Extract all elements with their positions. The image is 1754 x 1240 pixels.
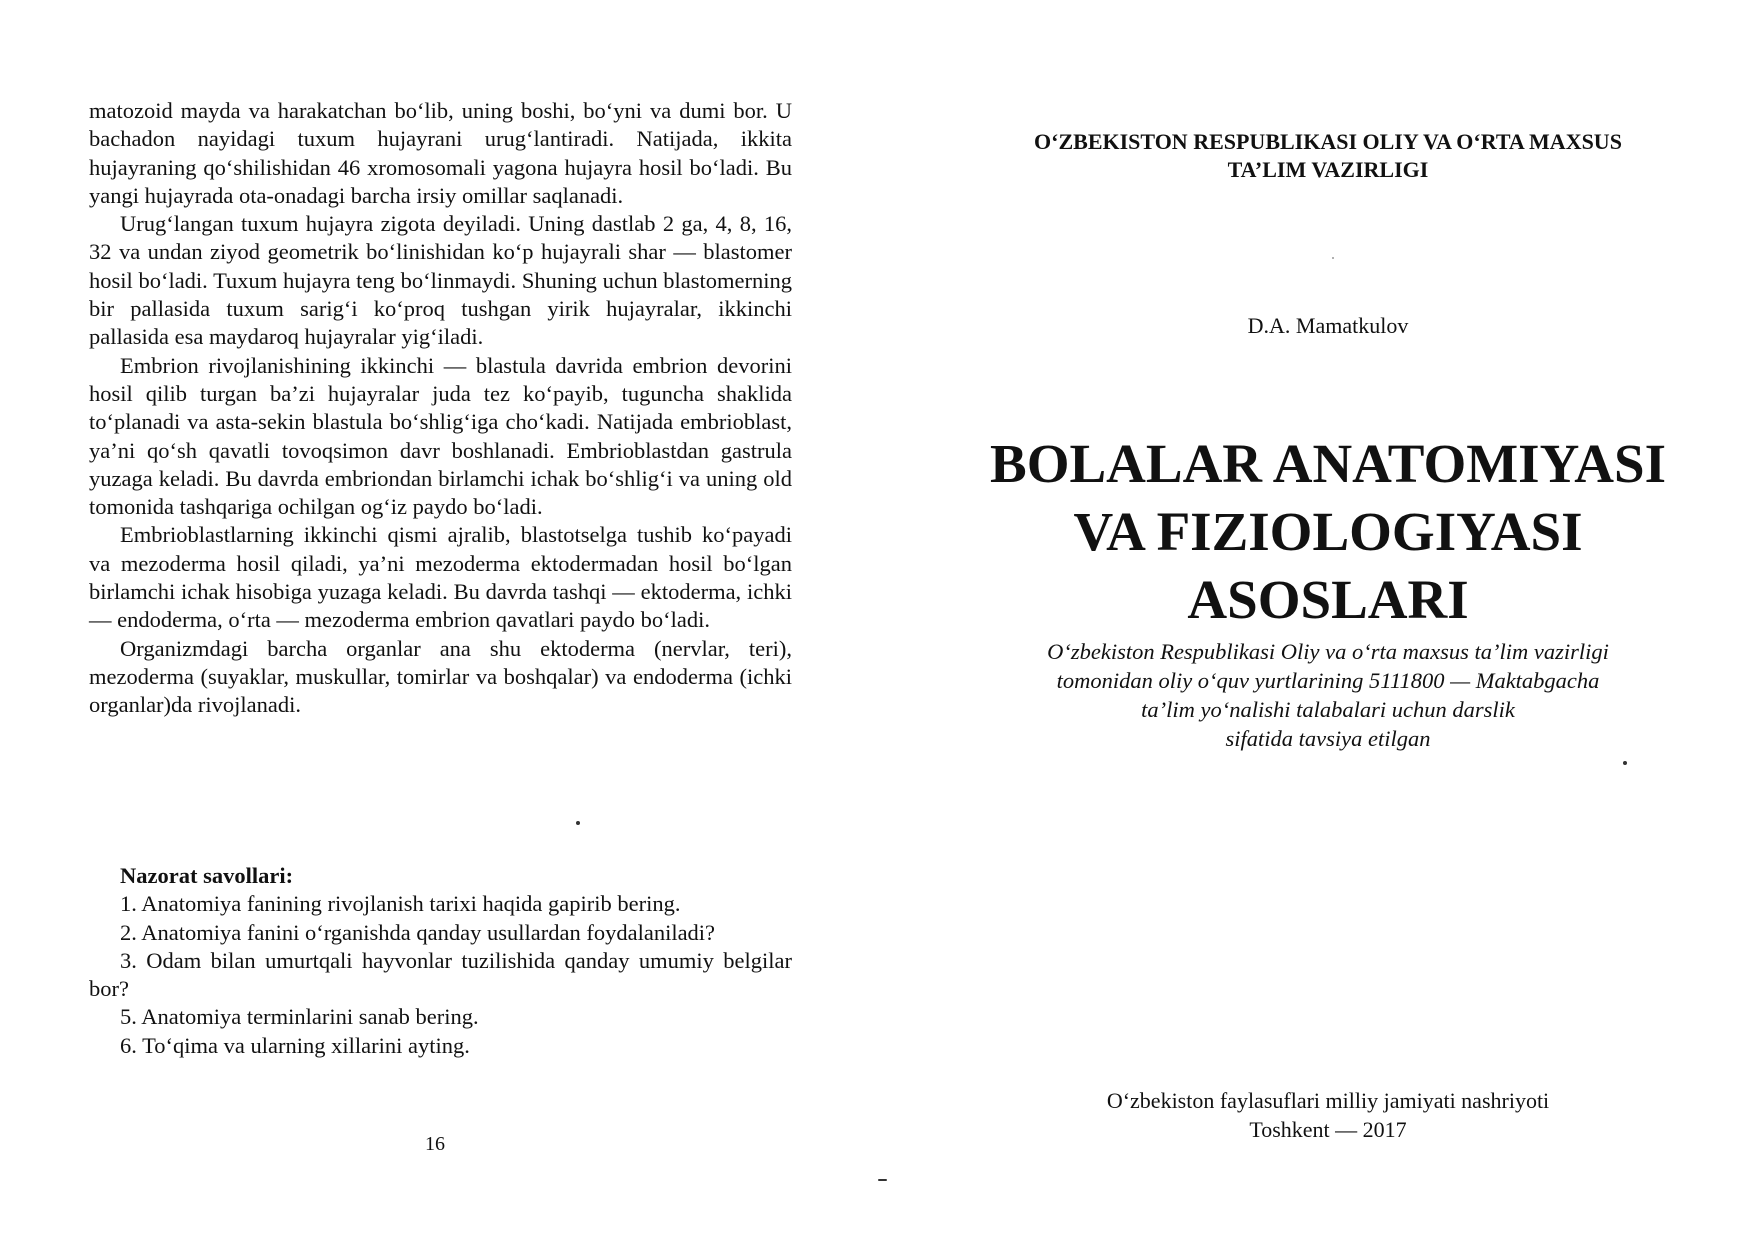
scan-speck xyxy=(576,821,580,825)
paragraph: Urug‘langan tuxum hujayra zigota deyiladi. Uning dastlab 2 ga, 4, 8, 16, 32 va undan ziyod geometrik bo‘linishidan ko‘p hujayrali shar — blastomer hosil bo‘ladi. Tuxum hujayra teng bo‘linmaydi. Shuning uchun blastomerning bir pallasida tuxum sarig‘i ko‘proq tushgan yirik hujayralar, ikkinchi pallasida esa maydaroq hujayralar yig‘iladi. xyxy=(89,211,792,350)
author-name: D.A. Mamatkulov xyxy=(1247,313,1409,338)
book-title xyxy=(973,430,1683,634)
publisher-block xyxy=(973,1086,1683,1144)
ministry-heading xyxy=(973,128,1683,184)
approval-line: sifatida tavsiya etilgan xyxy=(1225,726,1431,751)
page-number: 16 xyxy=(425,1133,445,1155)
publisher-name: O‘zbekiston faylasuflari milliy jamiyati nashriyoti xyxy=(1106,1088,1550,1113)
questions-title: Nazorat savollari: xyxy=(120,863,294,888)
paragraph: matozoid mayda va harakatchan bo‘lib, uning boshi, bo‘yni va dumi bor. U bachadon nayidagi tuxum hujayrani urug‘lantiradi. Natijada, ikkita hujayraning qo‘shilishidan 46 xromosomali yagona hujayra hosil bo‘ladi. Bu yangi hujayrada ota-onadagi barcha irsiy omillar saqlanadi. xyxy=(89,98,792,208)
paragraph: Embrioblastlarning ikkinchi qismi ajralib, blastotselga tushib ko‘payadi va mezoderma hosil qiladi, ya’ni mezoderma ektodermadan hosil bo‘lgan birlamchi ichak hisobiga yuzaga keladi. Bu davrda tashqi — ektoderma, ichki — endoderma, o‘rta — mezoderma embrion qavatlari paydo bo‘ladi. xyxy=(89,522,792,633)
scan-speck xyxy=(1332,257,1334,259)
approval-note xyxy=(973,637,1683,753)
approval-line: ta’lim yo‘nalishi talabalari uchun darslik xyxy=(1141,697,1515,722)
question-item: 2. Anatomiya fanini o‘rganishda qanday usullardan foydalaniladi? xyxy=(120,919,716,945)
control-questions xyxy=(89,862,792,1060)
title-line: ASOSLARI xyxy=(1187,569,1469,630)
ministry-line: O‘ZBEKISTON RESPUBLIKASI OLIY VA O‘RTA MAXSUS xyxy=(1034,129,1622,154)
ministry-line: TA’LIM VAZIRLIGI xyxy=(1227,157,1429,182)
approval-line: O‘zbekiston Respublikasi Oliy va o‘rta maxsus ta’lim vazirligi xyxy=(1047,639,1609,664)
approval-line: tomonidan oliy o‘quv yurtlarining 5111800 — Maktabgacha xyxy=(1056,668,1600,693)
scan-speck xyxy=(1623,761,1627,765)
scan-speck xyxy=(878,1179,887,1181)
question-item: 5. Anatomiya terminlarini sanab bering. xyxy=(120,1004,479,1030)
right-page xyxy=(877,0,1754,1240)
paragraph: Organizmdagi barcha organlar ana shu ektoderma (nervlar, teri), mezoderma (suyaklar, muskullar, tomirlar va boshqalar) va endoderma (ichki organlar)da rivojlanadi. xyxy=(89,635,792,718)
question-item: 3. Odam bilan umurtqali hayvonlar tuzilishida qanday umumiy belgilar bor? xyxy=(89,947,792,1002)
question-item: 1. Anatomiya fanining rivojlanish tarixi haqida gapirib bering. xyxy=(120,891,681,917)
title-line: VA FIZIOLOGIYASI xyxy=(1073,501,1583,562)
body-text xyxy=(89,97,792,720)
title-line: BOLALAR ANATOMIYASI xyxy=(990,433,1666,494)
city-year: Toshkent — 2017 xyxy=(1249,1117,1407,1142)
question-item: 6. To‘qima va ularning xillarini ayting. xyxy=(120,1032,470,1058)
paragraph: Embrion rivojlanishining ikkinchi — blastula davrida embrion devorini hosil qilib turgan ba’zi hujayralar juda tez ko‘payib, tuguncha shaklida to‘planadi va asta-sekin blastula bo‘shlig‘iga cho‘kadi. Natijada embrioblast, ya’ni qo‘sh qavatli tovoqsimon davr boshlanadi. Embrioblastdan gastrula yuzaga keladi. Bu davrda embriondan birlamchi ichak bo‘shlig‘i va uning old tomonida tashqariga ochilgan og‘iz paydo bo‘ladi. xyxy=(89,352,792,520)
